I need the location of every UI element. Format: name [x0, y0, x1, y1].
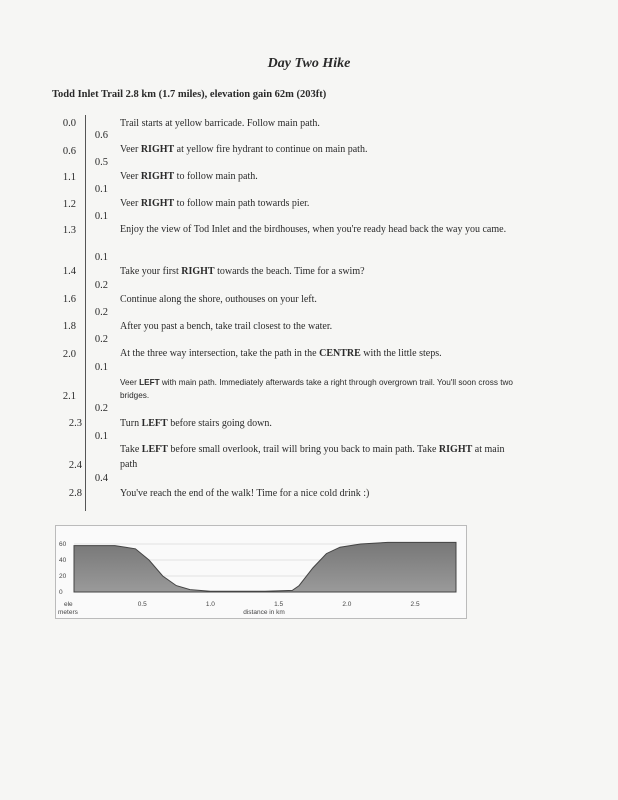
- x-tick-label: 0.5: [137, 601, 147, 608]
- segment-distance: 0.6: [94, 130, 108, 141]
- y-tick-label: 0: [59, 589, 63, 596]
- x-tick-label: 2.5: [410, 601, 420, 608]
- cumulative-distance: 1.1: [62, 172, 76, 183]
- step-instruction: After you past a bench, take trail closest to the water.: [120, 321, 333, 332]
- cumulative-distance: 0.0: [62, 118, 76, 129]
- cumulative-distance: 1.3: [62, 225, 76, 236]
- step-instruction: Take your first RIGHT towards the beach. Time for a swim?: [120, 266, 365, 277]
- x-axis-ticks: [138, 601, 420, 608]
- elevation-chart: [55, 525, 467, 619]
- cumulative-distance: 2.4: [68, 460, 82, 471]
- step-instruction: Veer RIGHT at yellow fire hydrant to continue on main path.: [120, 144, 368, 155]
- x-axis-label: distance in km: [243, 609, 285, 616]
- segment-distance: 0.1: [94, 362, 108, 373]
- y-tick-label: 40: [59, 557, 67, 564]
- cumulative-distance: 0.6: [62, 146, 76, 157]
- cumulative-distance: 1.4: [62, 266, 76, 277]
- cumulative-distance: 2.1: [62, 391, 76, 402]
- cumulative-distance: 1.6: [62, 294, 76, 305]
- step-instruction: Veer LEFT with main path. Immediately afterwards take a right through overgrown trail. You'll soon cross two bridges.: [120, 378, 513, 400]
- y-axis-label-line2: meters: [58, 609, 78, 616]
- x-tick-label: 2.0: [342, 601, 352, 608]
- step-instruction: Veer RIGHT to follow main path.: [120, 171, 258, 182]
- cumulative-distance: 1.2: [62, 199, 76, 210]
- segment-distance: 0.1: [94, 211, 108, 222]
- step-instruction: Turn LEFT before stairs going down.: [120, 418, 272, 429]
- step-instruction: At the three way intersection, take the path in the CENTRE with the little steps.: [120, 348, 442, 359]
- y-axis-label-line1: ele: [64, 601, 73, 608]
- segment-distance: 0.5: [94, 157, 108, 168]
- step-instruction: Continue along the shore, outhouses on your left.: [120, 294, 317, 305]
- segment-distance: 0.2: [94, 403, 108, 414]
- page-title: Day Two Hike: [267, 56, 351, 71]
- trail-subtitle: Todd Inlet Trail 2.8 km (1.7 miles), elevation gain 62m (203ft): [52, 89, 327, 100]
- step-instruction: Take LEFT before small overlook, trail will bring you back to main path. Take RIGHT at main path: [120, 444, 505, 470]
- y-axis-ticks: [59, 541, 67, 596]
- cumulative-distance: 2.3: [68, 418, 82, 429]
- segment-distance: 0.1: [94, 252, 108, 263]
- elevation-chart-svg: [56, 526, 466, 618]
- x-tick-label: 1.5: [274, 601, 284, 608]
- distance-column-line: [85, 115, 86, 511]
- segment-distance: 0.4: [94, 473, 108, 484]
- step-instruction: Veer RIGHT to follow main path towards pier.: [120, 198, 310, 209]
- cumulative-distance: 2.0: [62, 349, 76, 360]
- y-tick-label: 60: [59, 541, 67, 548]
- step-instruction: You've reach the end of the walk! Time for a nice cold drink :): [120, 488, 370, 499]
- segment-distance: 0.2: [94, 307, 108, 318]
- cumulative-distance: 1.8: [62, 321, 76, 332]
- segment-distance: 0.2: [94, 280, 108, 291]
- elevation-area: [74, 542, 456, 592]
- x-tick-label: 1.0: [205, 601, 215, 608]
- segment-distance: 0.1: [94, 431, 108, 442]
- y-tick-label: 20: [59, 573, 67, 580]
- segment-distance: 0.1: [94, 184, 108, 195]
- step-instruction: Trail starts at yellow barricade. Follow main path.: [120, 118, 320, 129]
- step-instruction: Enjoy the view of Tod Inlet and the birdhouses, when you're ready head back the way you came.: [120, 224, 507, 235]
- segment-distance: 0.2: [94, 334, 108, 345]
- cumulative-distance: 2.8: [68, 488, 82, 499]
